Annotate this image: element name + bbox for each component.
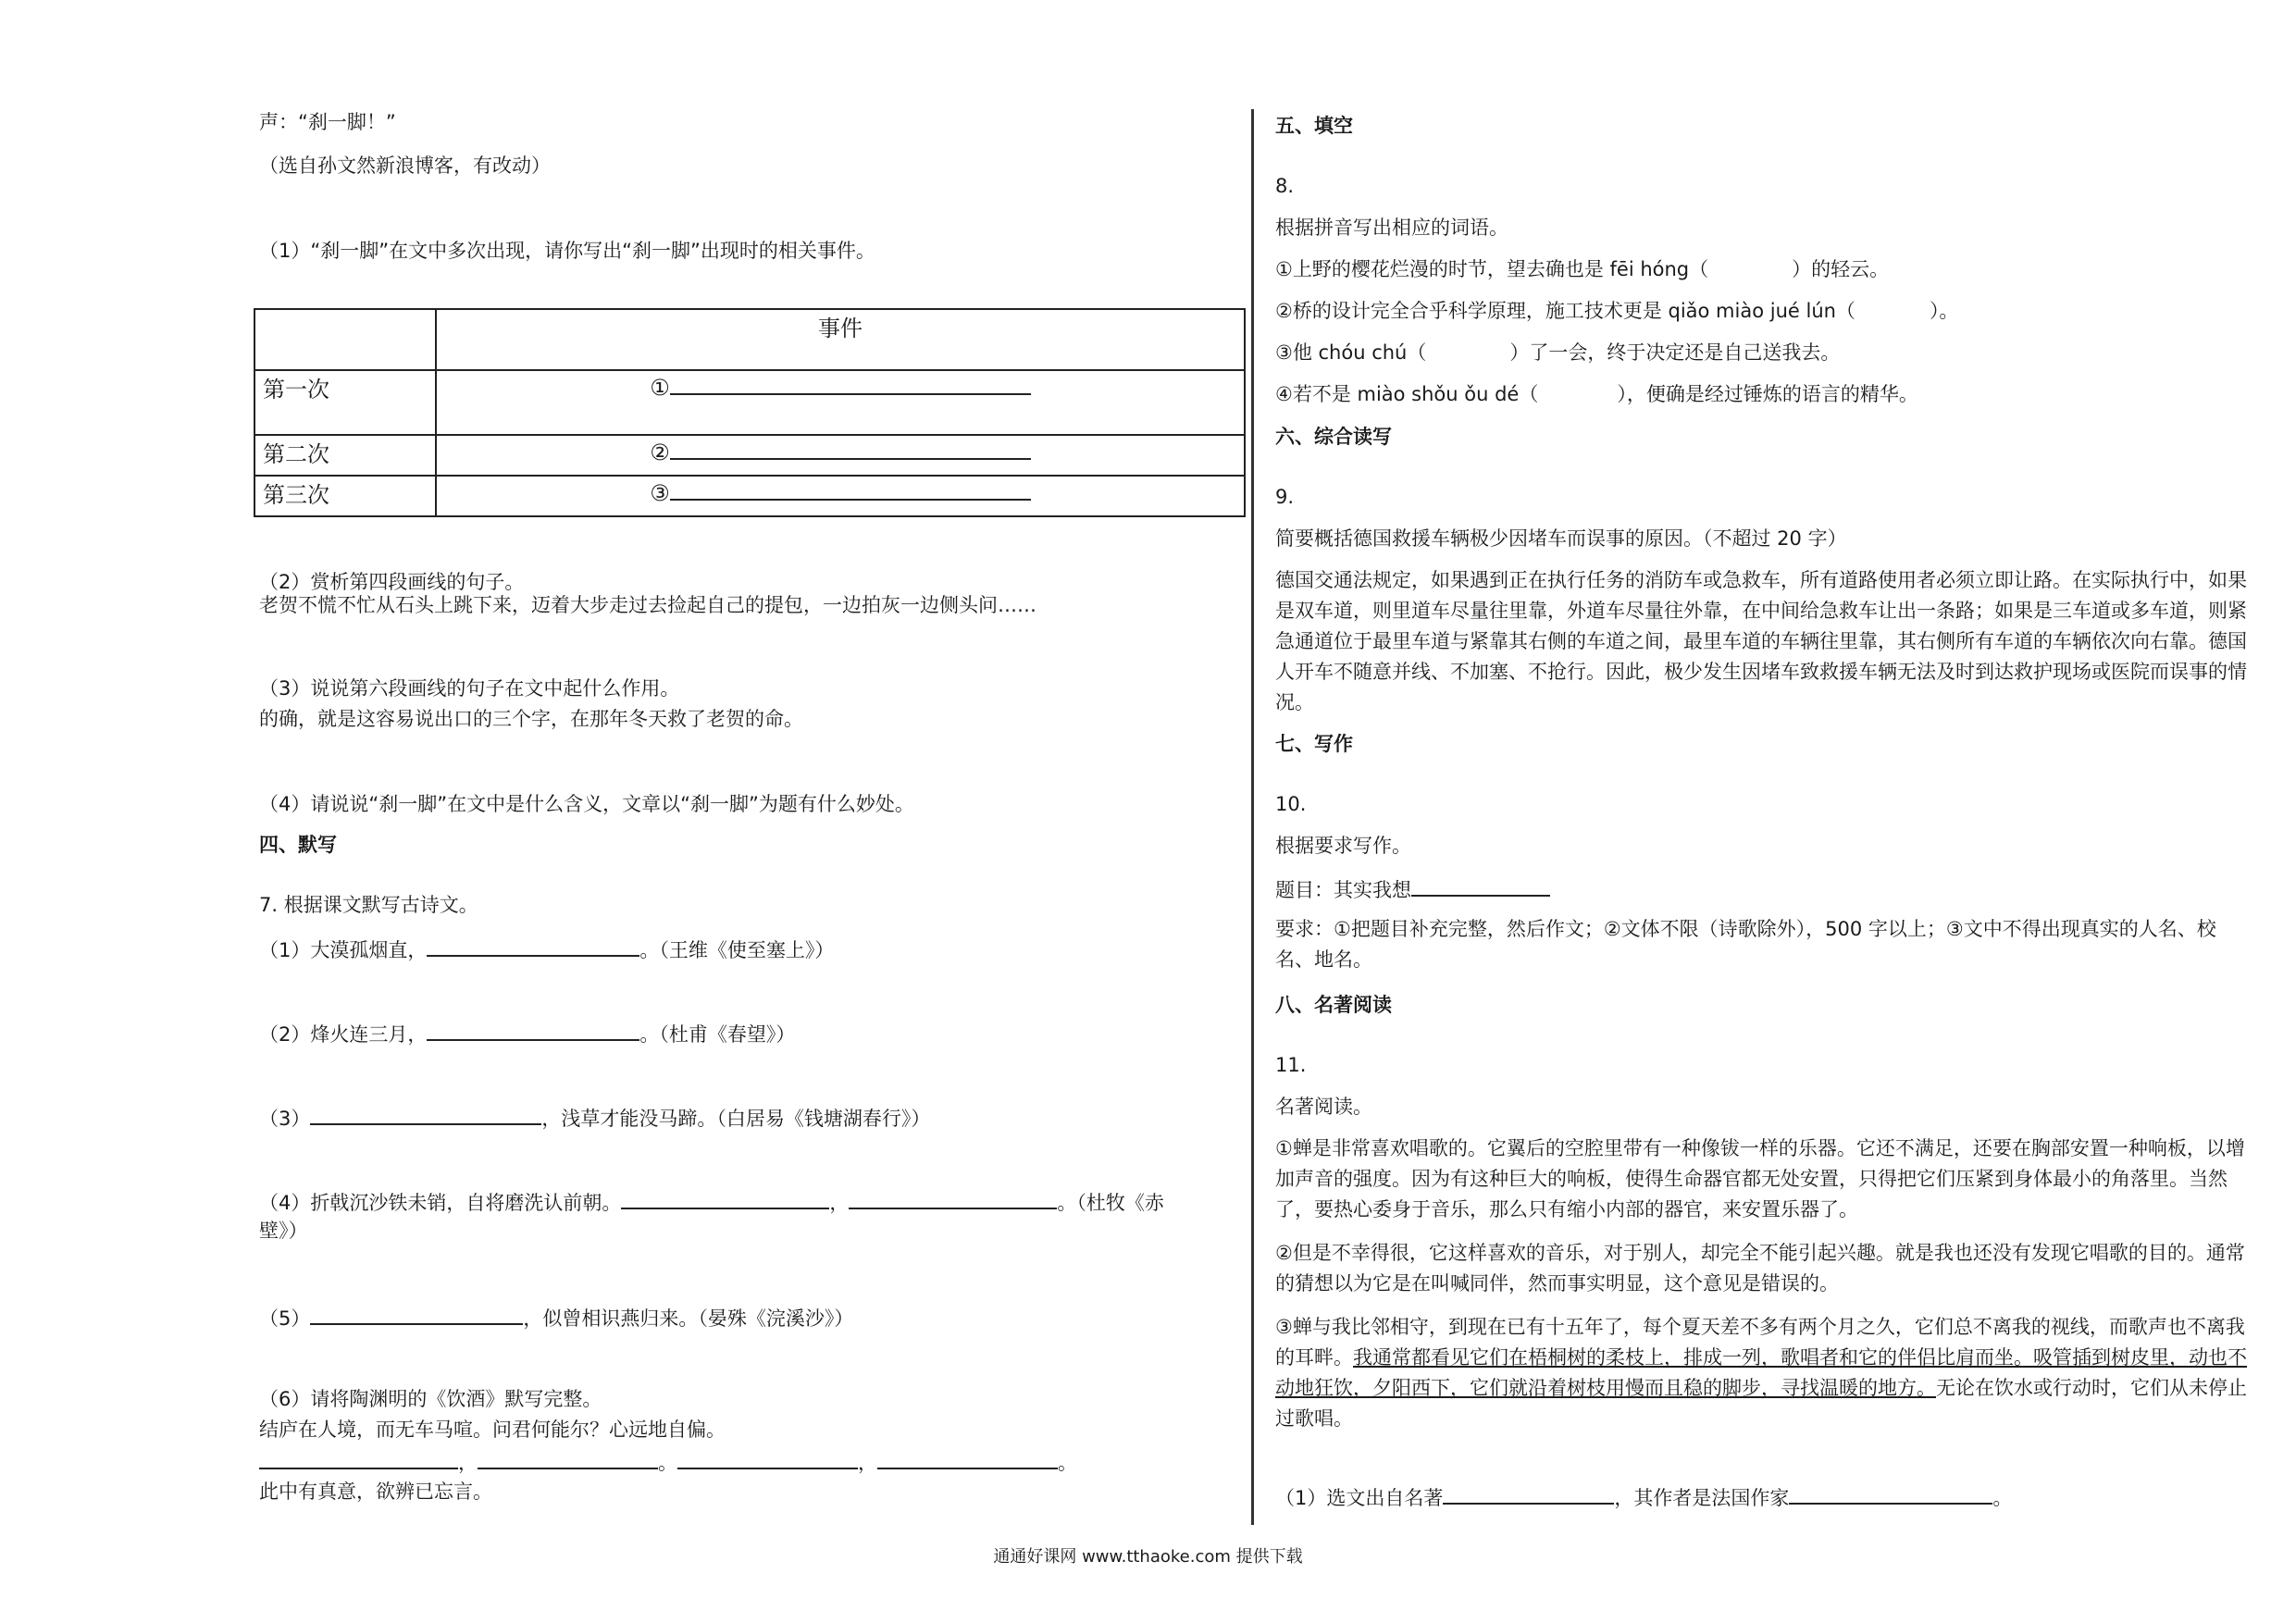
- question-number: 8.: [1275, 175, 1295, 197]
- poem-text: 。（杜甫《春望》）: [639, 1023, 796, 1046]
- question-3: （3）说说第六段画线的句子在文中起什么作用。: [259, 677, 680, 700]
- answer-blank[interactable]: [677, 1445, 858, 1469]
- table-row: [254, 370, 1245, 435]
- passage: 德国交通法规定，如果遇到正在执行任务的消防车或急救车，所有道路使用者必须立即让路。在实际执行中，如果是双车道，则里道车尽量往里靠，外道车尽量往外靠，在中间给急救车让出一条路；如果是三车道或多车道，则紧急通道位于最里车道与紧靠其右侧的车道之间，最里车道的车辆往里靠，其右侧所有车道的车辆依次向右靠。德国人开车不随意并线、不加塞、不抢行。因此，极少发生因堵车致救援车辆无法及时到达救护现场或医院而误事的情况。: [1275, 569, 2247, 713]
- poem-text: 结庐在人境，而无车马喧。问君何能尔？心远地自偏。: [259, 1419, 726, 1441]
- section-heading: 七、写作: [1275, 733, 1353, 755]
- quote-text: 老贺不慌不忙从石头上跳下来，迈着大步走过去捡起自己的提包，一边拍灰一边侧头问……: [259, 594, 1036, 616]
- poem-text: 壁》）: [259, 1220, 308, 1242]
- question-2: （2）赏析第四段画线的句子。: [259, 571, 525, 593]
- answer-blank[interactable]: [670, 477, 1031, 501]
- title-prefix: 题目：其实我想: [1275, 879, 1411, 901]
- answer-blank[interactable]: [621, 1185, 829, 1209]
- section-heading: 六、综合读写: [1275, 426, 1392, 448]
- answer-blank[interactable]: [427, 1017, 639, 1041]
- quote-text: 的确，就是这容易说出口的三个字，在那年冬天救了老贺的命。: [259, 708, 803, 730]
- fill-text: ）的轻云。: [1792, 258, 1890, 280]
- poem-text: ，似曾相识燕归来。（晏殊《浣溪沙》）: [523, 1307, 854, 1330]
- essay-title: [1275, 873, 1550, 906]
- text-line: 声：“刹一脚！”: [259, 111, 396, 133]
- fill-item-3: [1275, 338, 1840, 368]
- question-11-1: [1275, 1481, 2012, 1514]
- circle-number: ①: [650, 375, 670, 401]
- poem-item-2: [259, 1017, 795, 1050]
- answer-cell[interactable]: [436, 435, 1245, 476]
- answer-blank[interactable]: [478, 1445, 658, 1469]
- fill-text: ）。: [1929, 300, 1959, 322]
- question-text: ，其作者是法国作家: [1614, 1487, 1790, 1509]
- fill-item-2: [1275, 296, 1958, 327]
- poem-text: （4）折戟沉沙铁未销，自将磨洗认前朝。: [259, 1192, 622, 1214]
- passage-paragraph: [1275, 1312, 2253, 1434]
- punctuation: ，: [858, 1452, 877, 1474]
- punctuation: ，: [458, 1452, 478, 1474]
- answer-blank[interactable]: [670, 371, 1031, 395]
- fill-text: ）了一会，终于决定还是自己送我去。: [1509, 341, 1841, 364]
- table-row: [254, 435, 1245, 476]
- passage-text: 无论在饮水或行动时，它们从未停止过歌唱。: [1275, 1377, 2247, 1430]
- table-header: 事件: [436, 309, 1245, 370]
- question-intro: 根据拼音写出相应的词语。: [1275, 217, 1508, 239]
- column-divider: [1251, 109, 1254, 1525]
- question-number: 9.: [1275, 486, 1295, 508]
- events-table: [254, 308, 1246, 517]
- answer-blank[interactable]: [1411, 873, 1550, 897]
- poem-item-3: [259, 1101, 930, 1134]
- fill-item-4: [1275, 379, 1918, 410]
- poem-item-5: [259, 1301, 853, 1334]
- question-text: 。: [1992, 1487, 2013, 1509]
- passage-text: ③蝉与我比邻相守，到现在已有十五年了，每个夏天差不多有两个月之久，它们总不离我的视线，而歌声也不离我的耳畔。: [1275, 1316, 2245, 1369]
- poem-item-4: [259, 1185, 1164, 1219]
- table-row: [254, 476, 1245, 516]
- underlined-sentence: 我通常都看见它们在梧桐树的柔枝上，排成一列，歌唱者和它的伴侣比肩而坐。吸管插到树皮里，动也不动地狂饮，夕阳西下，它们就沿着树枝用慢而且稳的脚步，寻找温暖的地方。: [1275, 1346, 2247, 1399]
- answer-blank[interactable]: [259, 1445, 458, 1469]
- poem-item-6: （6）请将陶渊明的《饮酒》默写完整。: [259, 1388, 602, 1410]
- poem-text: （3）: [259, 1108, 311, 1130]
- answer-blank[interactable]: [1443, 1481, 1614, 1505]
- essay-requirements: 要求：①把题目补充完整，然后作文；②文体不限（诗歌除外），500 字以上；③文中不得出现真实的人名、校名、地名。: [1275, 918, 2216, 971]
- question-intro: 简要概括德国救援车辆极少因堵车而误事的原因。（不超过 20 字）: [1275, 527, 1847, 550]
- fill-text: ①上野的樱花烂漫的时节，望去确也是 fēi hóng（: [1275, 258, 1709, 280]
- question-text: （1）选文出自名著: [1275, 1487, 1444, 1509]
- question-intro: 根据要求写作。: [1275, 835, 1411, 857]
- answer-blank[interactable]: [1789, 1481, 1992, 1505]
- answer-blank[interactable]: [427, 933, 639, 957]
- answer-blank[interactable]: [849, 1185, 1057, 1209]
- section-heading: 四、默写: [259, 834, 337, 856]
- section-heading: 五、填空: [1275, 115, 1353, 137]
- answer-blank[interactable]: [310, 1301, 523, 1325]
- fill-text: ），便确是经过锤炼的语言的精华。: [1617, 383, 1918, 405]
- section-heading: 八、名著阅读: [1275, 994, 1392, 1016]
- page-footer: 通通好课网 www.tthaoke.com 提供下载: [993, 1547, 1303, 1567]
- poem-text: （2）烽火连三月，: [259, 1023, 428, 1046]
- punctuation: 。: [658, 1452, 677, 1474]
- poem-text: （5）: [259, 1307, 311, 1330]
- fill-item-1: [1275, 254, 1889, 285]
- passage-paragraph: ②但是不幸得很，它这样喜欢的音乐，对于别人，却完全不能引起兴趣。就是我也还没有发现它唱歌的目的。通常的猜想以为它是在叫喊同伴，然而事实明显，这个意见是错误的。: [1275, 1242, 2245, 1295]
- source-note: （选自孙文然新浪博客，有改动）: [259, 155, 551, 177]
- question-4: （4）请说说“刹一脚”在文中是什么含义，文章以“刹一脚”为题有什么妙处。: [259, 793, 914, 815]
- circle-number: ③: [650, 480, 670, 506]
- question-7: 7. 根据课文默写古诗文。: [259, 894, 478, 916]
- answer-cell[interactable]: [436, 476, 1245, 516]
- fill-text: ③他 chóu chú（: [1275, 341, 1427, 364]
- row-label: 第二次: [254, 435, 436, 476]
- circle-number: ②: [650, 440, 670, 465]
- answer-blank[interactable]: [877, 1445, 1058, 1469]
- table-header-empty: [254, 309, 436, 370]
- question-number: 10.: [1275, 793, 1307, 815]
- poem-text: （1）大漠孤烟直，: [259, 939, 428, 961]
- poem-text: 。（王维《使至塞上》）: [639, 939, 835, 961]
- passage-paragraph: ①蝉是非常喜欢唱歌的。它翼后的空腔里带有一种像钹一样的乐器。它还不满足，还要在胸部安置一种响板，以增加声音的强度。因为有这种巨大的响板，使得生命器官都无处安置，只得把它们压紧到身体最小的角落里。当然了，要热心委身于音乐，那么只有缩小内部的器官，来安置乐器了。: [1275, 1137, 2245, 1220]
- poem-blanks-row: [259, 1445, 1077, 1479]
- poem-text: 。（杜牧《赤: [1057, 1192, 1164, 1214]
- poem-item-1: [259, 933, 834, 966]
- question-1: （1）“刹一脚”在文中多次出现，请你写出“刹一脚”出现时的相关事件。: [259, 240, 875, 262]
- row-label: 第一次: [254, 370, 436, 435]
- punctuation: 。: [1058, 1452, 1077, 1474]
- row-label: 第三次: [254, 476, 436, 516]
- answer-cell[interactable]: [436, 370, 1245, 435]
- poem-text: ，浅草才能没马蹄。（白居易《钱塘湖春行》）: [541, 1108, 931, 1130]
- answer-blank[interactable]: [670, 436, 1031, 460]
- question-number: 11.: [1275, 1054, 1307, 1076]
- poem-text: ，: [829, 1192, 850, 1214]
- question-intro: 名著阅读。: [1275, 1096, 1372, 1118]
- answer-blank[interactable]: [310, 1101, 541, 1125]
- fill-text: ④若不是 miào shǒu ǒu dé（: [1275, 383, 1539, 405]
- fill-text: ②桥的设计完全合乎科学原理，施工技术更是 qiǎo miào jué lún（: [1275, 300, 1855, 322]
- poem-text: 此中有真意，欲辨已忘言。: [259, 1481, 492, 1503]
